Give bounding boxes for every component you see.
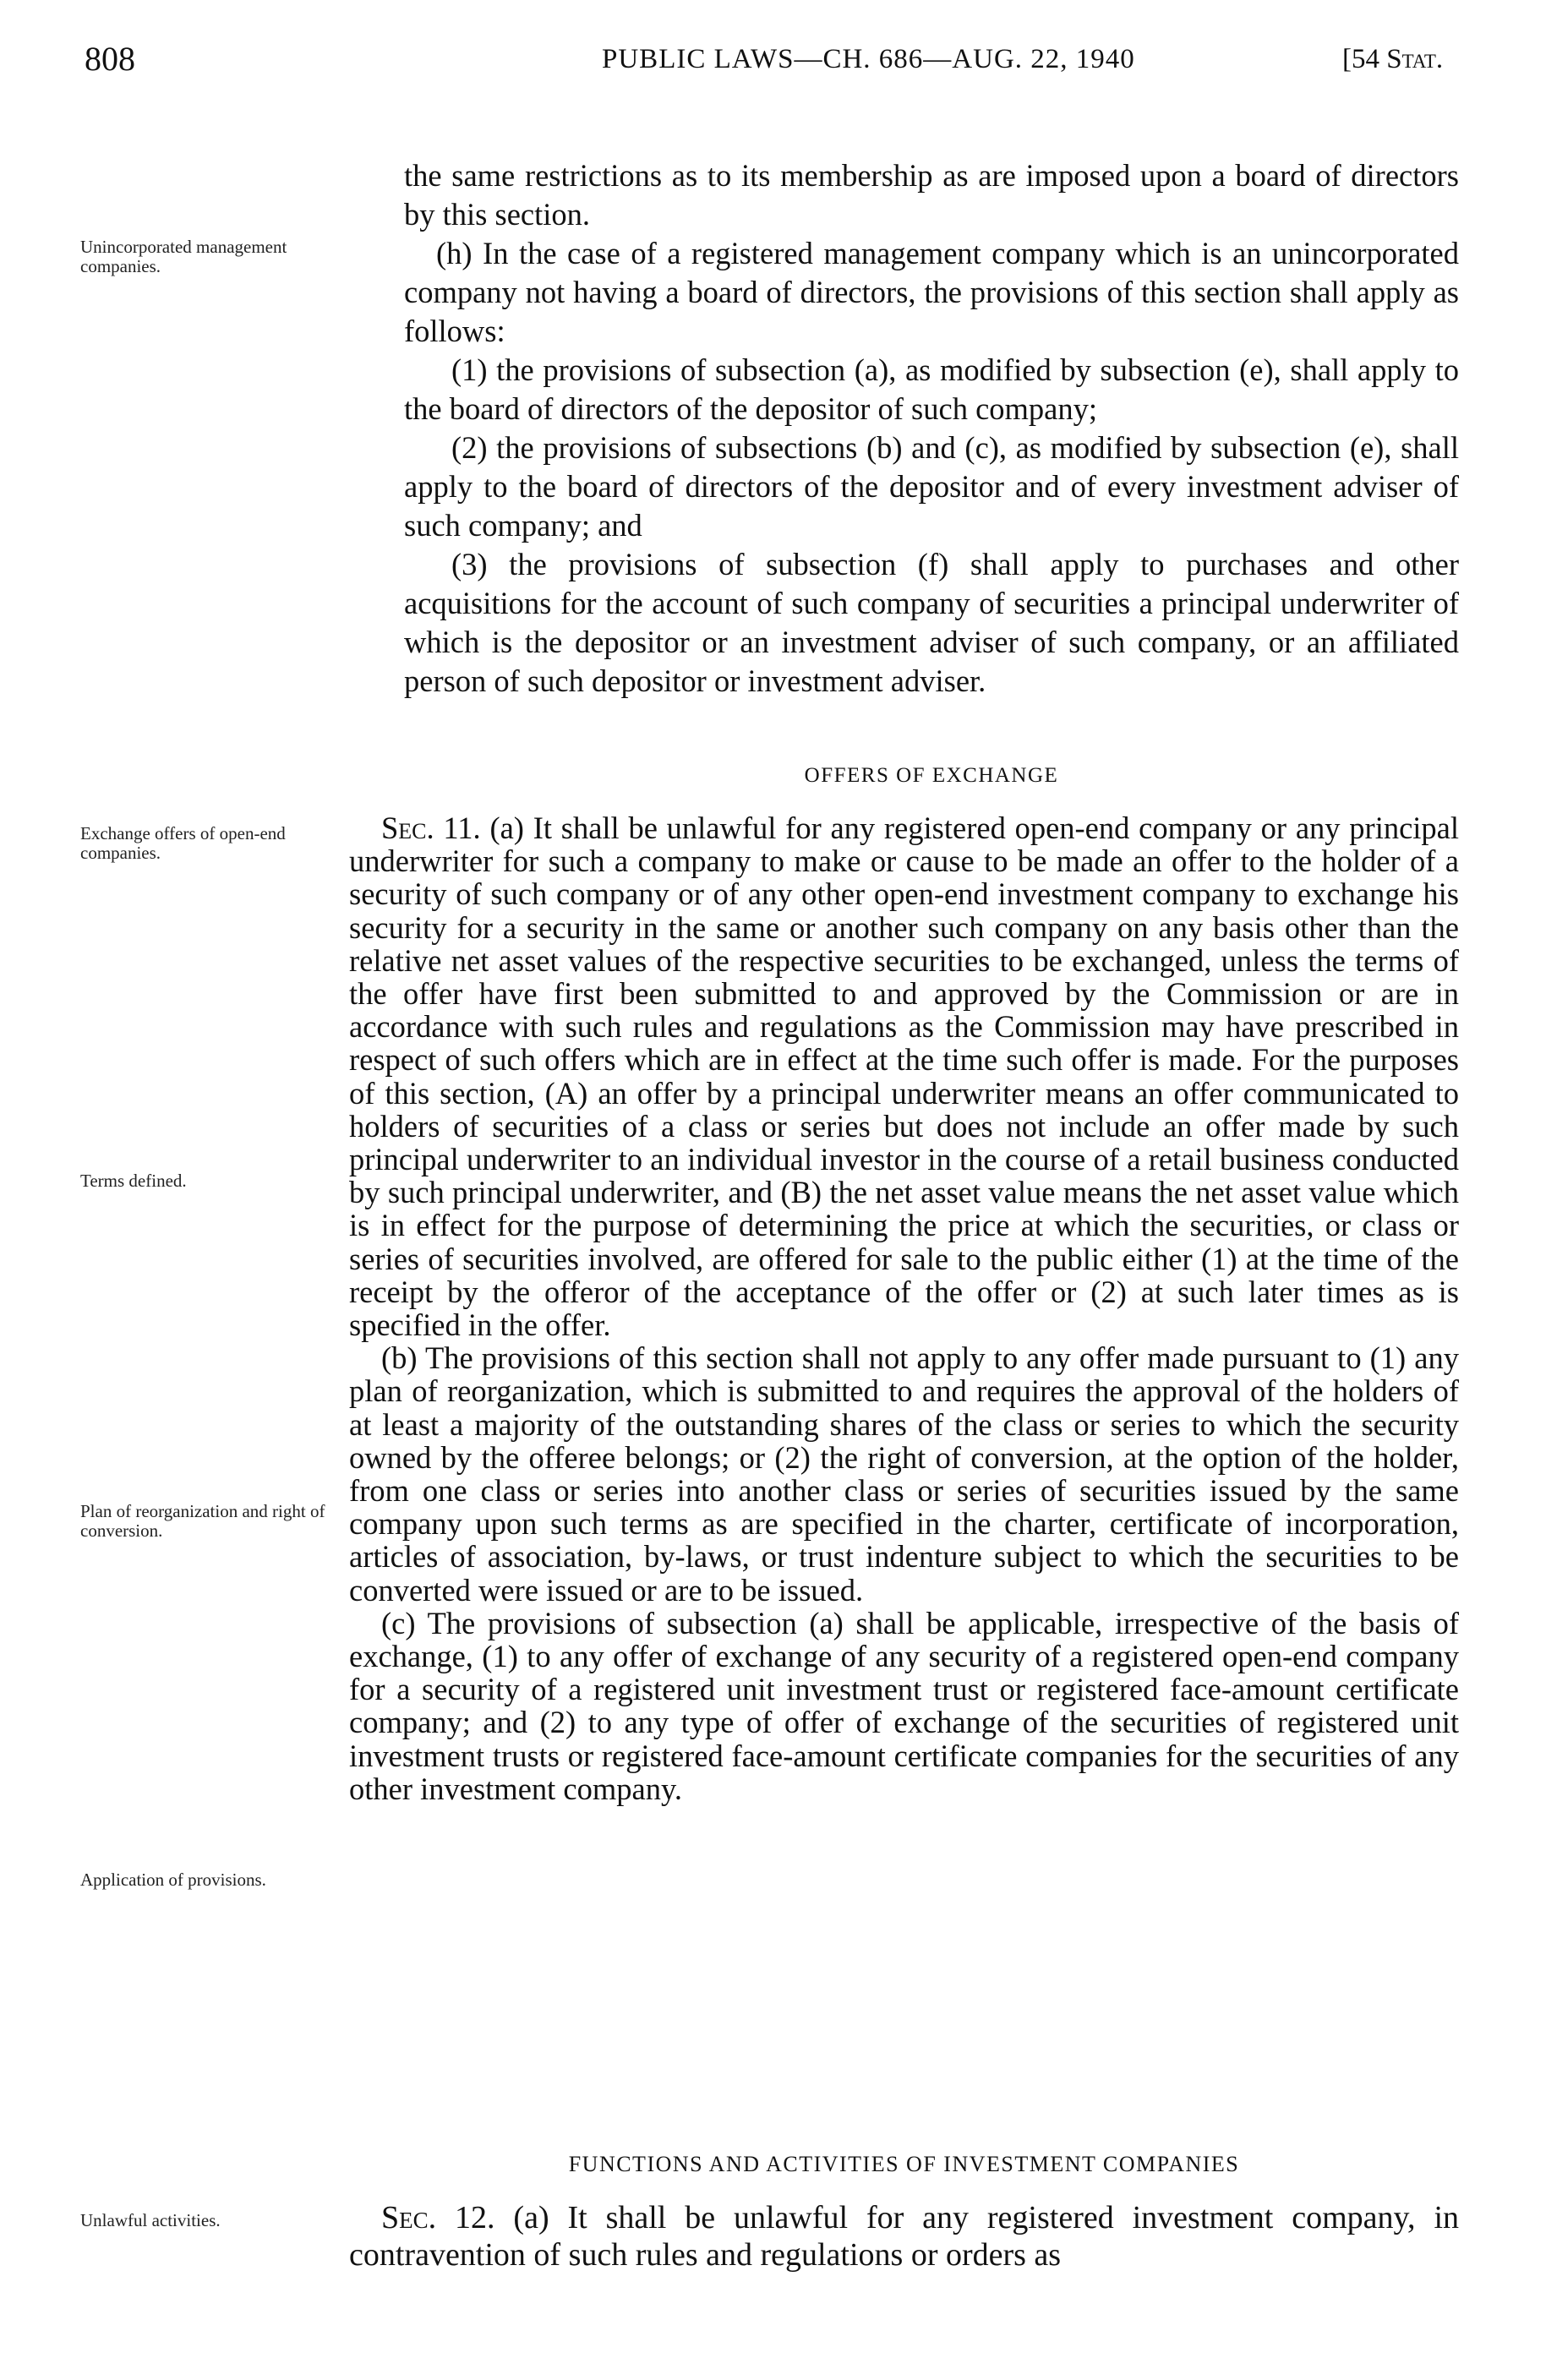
margin-note-reorganization: Plan of reorganization and right of conversion. — [80, 1501, 325, 1541]
subsection-h-item-1: (1) the provisions of subsection (a), as modified by subsection (e), shall apply to the board of directors of the depositor of such company; — [404, 352, 1459, 426]
section-10-continuation — [404, 156, 1459, 701]
subsection-h-items — [404, 351, 1459, 701]
subsection-h-item-2: (2) the provisions of subsections (b) and (c), as modified by subsection (e), shall apply to the board of directors of the depositor and of every investment adviser of such company; and — [404, 430, 1459, 543]
margin-note-unincorporated: Unincorporated management companies. — [80, 237, 287, 276]
heading-offers-of-exchange: OFFERS OF EXCHANGE — [804, 764, 1059, 787]
heading-functions-activities: FUNCTIONS AND ACTIVITIES OF INVESTMENT COMPANIES — [568, 2152, 1240, 2176]
section-12 — [349, 2199, 1459, 2274]
section-12-a — [349, 2199, 1459, 2274]
section-11-a — [349, 811, 1459, 1341]
margin-note-exchange-offers: Exchange offers of open-end companies. — [80, 823, 286, 863]
running-header — [0, 39, 1546, 86]
subsection-h: (h) In the case of a registered management company which is an unincorporated company not having a board of directors, the provisions of this section shall apply as follows: — [404, 236, 1459, 348]
section-11-b: (b) The provisions of this section shall not apply to any offer made pursuant to (1) any plan of reorganization, which is submitted to and requires the approval of the holders of at least a majority of the outstanding shares of the class or series to which the security owned by the offeree belongs; or (2) the right of conversion, at the option of the holder, from one class or series into another class or series of securities issued by the same company upon such terms as are specified in the charter, certificate of incorporation, articles of association, by-laws, or trust indenture subject to which the securities to be converted were issued or are to be issued. — [349, 1340, 1459, 1608]
continuation-paragraph: the same restrictions as to its membership as are imposed upon a board of directors by this section. — [404, 158, 1459, 232]
margin-note-terms-defined: Terms defined. — [80, 1171, 187, 1191]
subsection-h-item-3: (3) the provisions of subsection (f) shall apply to purchases and other acquisitions for the account of such company of securities a principal underwriter of which is the depositor or an investment adviser of such company, or an affiliated person of such depositor or investment adviser. — [404, 547, 1459, 698]
section-12-label: Sec. 12. — [381, 2200, 495, 2235]
page-number: 808 — [85, 40, 135, 78]
section-11 — [349, 811, 1459, 1805]
section-11-label: Sec. 11. — [381, 811, 481, 845]
margin-note-unlawful-activities: Unlawful activities. — [80, 2210, 221, 2230]
margin-note-application: Application of provisions. — [80, 1870, 266, 1890]
running-title: PUBLIC LAWS—CH. 686—AUG. 22, 1940 — [602, 44, 1135, 74]
section-11-a-text: (a) It shall be unlawful for any registered open-end company or any principal underwriter for such a company to make or cause to be made an offer to the holder of a security of such company or of any other open-end investment company to exchange his security for a security in the same or another such company on any basis other than the relative net asset values of the respective securities to be exchanged, unless the terms of the offer have first been submitted to and approved by the Commission or are in accordance with such rules and regulations as the Commission may have prescribed in respect of such offers which are in effect at the time such offer is made. For the purposes of this section, (A) an offer by a principal underwriter means an offer communicated to holders of securities of a class or series but does not include an offer made by such principal underwriter to an individual investor in the course of a retail business conducted by such principal underwriter, and (B) the net asset value means the net asset value which is in effect for the purpose of determining the price at which the securities, or class or series of securities involved, are offered for sale to the public either (1) at the time of the receipt by the offeror of the acceptance of the offer or (2) at such later times as is specified in the offer. — [349, 811, 1460, 1343]
section-11-c: (c) The provisions of subsection (a) shall be applicable, irrespective of the basis of exchange, (1) to any offer of exchange of any security of a registered open-end company for a security of a registered unit investment trust or registered face-amount certificate company; and (2) to any type of offer of exchange of the securities of registered unit investment trusts or registered face-amount certificate companies for the securities of any other investment company. — [349, 1605, 1459, 1806]
section-12-a-text: (a) It shall be unlawful for any registered investment company, in contravention of such rules and regulations or orders as — [349, 2200, 1460, 2273]
volume-reference: [54 Stat. — [1342, 44, 1444, 74]
